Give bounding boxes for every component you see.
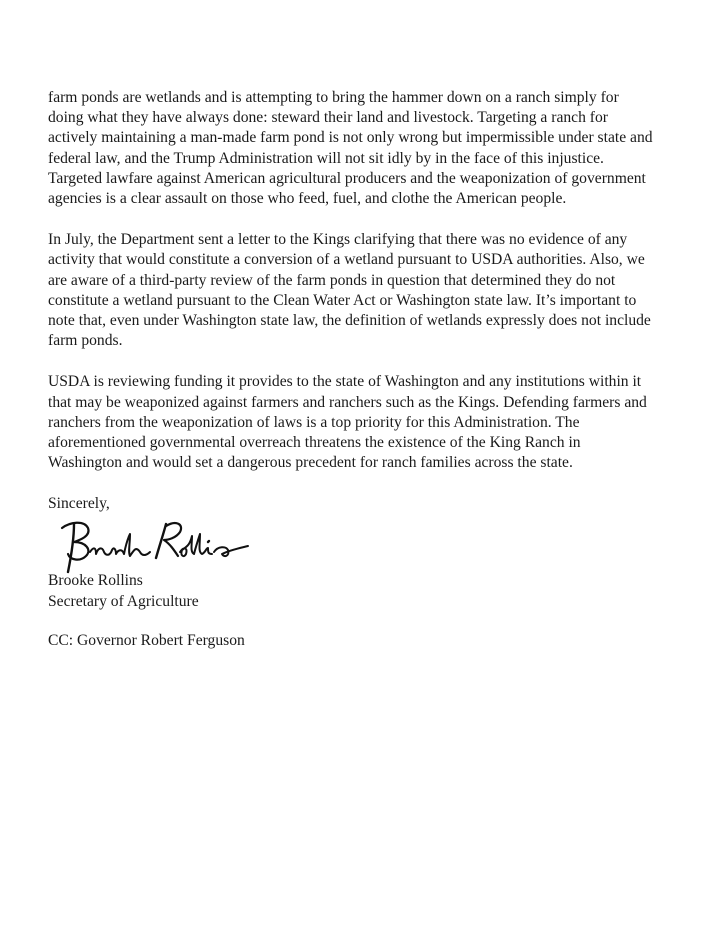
text-line: Washington and would set a dangerous precedent for ranch families across the state.: [48, 454, 573, 472]
text-line: farm ponds are wetlands and is attempting to bring the hammer down on a ranch simply for: [48, 89, 619, 106]
signature-block: [48, 570, 199, 612]
text-line: are aware of a third-party review of the farm ponds in question that determined they do not: [48, 271, 616, 289]
paragraph-3: [48, 372, 698, 473]
paragraph-1: [48, 88, 698, 209]
text-line: activity that would constitute a conversion of a wetland pursuant to USDA authorities. Also, we: [48, 251, 645, 269]
cc-line: CC: Governor Robert Ferguson: [48, 632, 245, 649]
text-line: USDA is reviewing funding it provides to the state of Washington and any institutions within it: [48, 373, 642, 391]
paragraph-2: [48, 230, 698, 351]
text-line: constitute a wetland pursuant to the Clean Water Act or Washington state law. It’s important to: [48, 291, 637, 309]
text-line: agencies is a clear assault on those who feed, fuel, and clothe the American people.: [48, 190, 567, 208]
text-line: ranchers from the weaponization of laws is a top priority for this Administration. The: [48, 413, 580, 431]
text-line: doing what they have always done: steward their land and livestock. Targeting a ranch for: [48, 109, 608, 127]
text-line: Targeted lawfare against American agricultural producers and the weaponization of government: [48, 169, 646, 187]
text-line: farm ponds.: [48, 332, 123, 350]
signer-title: Secretary of Agriculture: [48, 593, 199, 610]
text-line: aforementioned governmental overreach threatens the existence of the King Ranch in: [48, 434, 581, 452]
letter-body: [48, 88, 698, 515]
text-line: federal law, and the Trump Administration will not sit idly by in the face of this injustice.: [48, 149, 604, 167]
signer-name: Brooke Rollins: [48, 572, 143, 589]
text-line: In July, the Department sent a letter to the Kings clarifying that there was no evidence of any: [48, 231, 628, 249]
text-line: actively maintaining a man-made farm pond is not only wrong but impermissible under state and: [48, 129, 653, 147]
handwritten-signature: [56, 514, 256, 576]
text-line: note that, even under Washington state law, the definition of wetlands expressly does not include: [48, 312, 651, 330]
closing-salutation: Sincerely,: [48, 495, 110, 513]
text-line: that may be weaponized against farmers and ranchers such as the Kings. Defending farmers and: [48, 393, 647, 411]
